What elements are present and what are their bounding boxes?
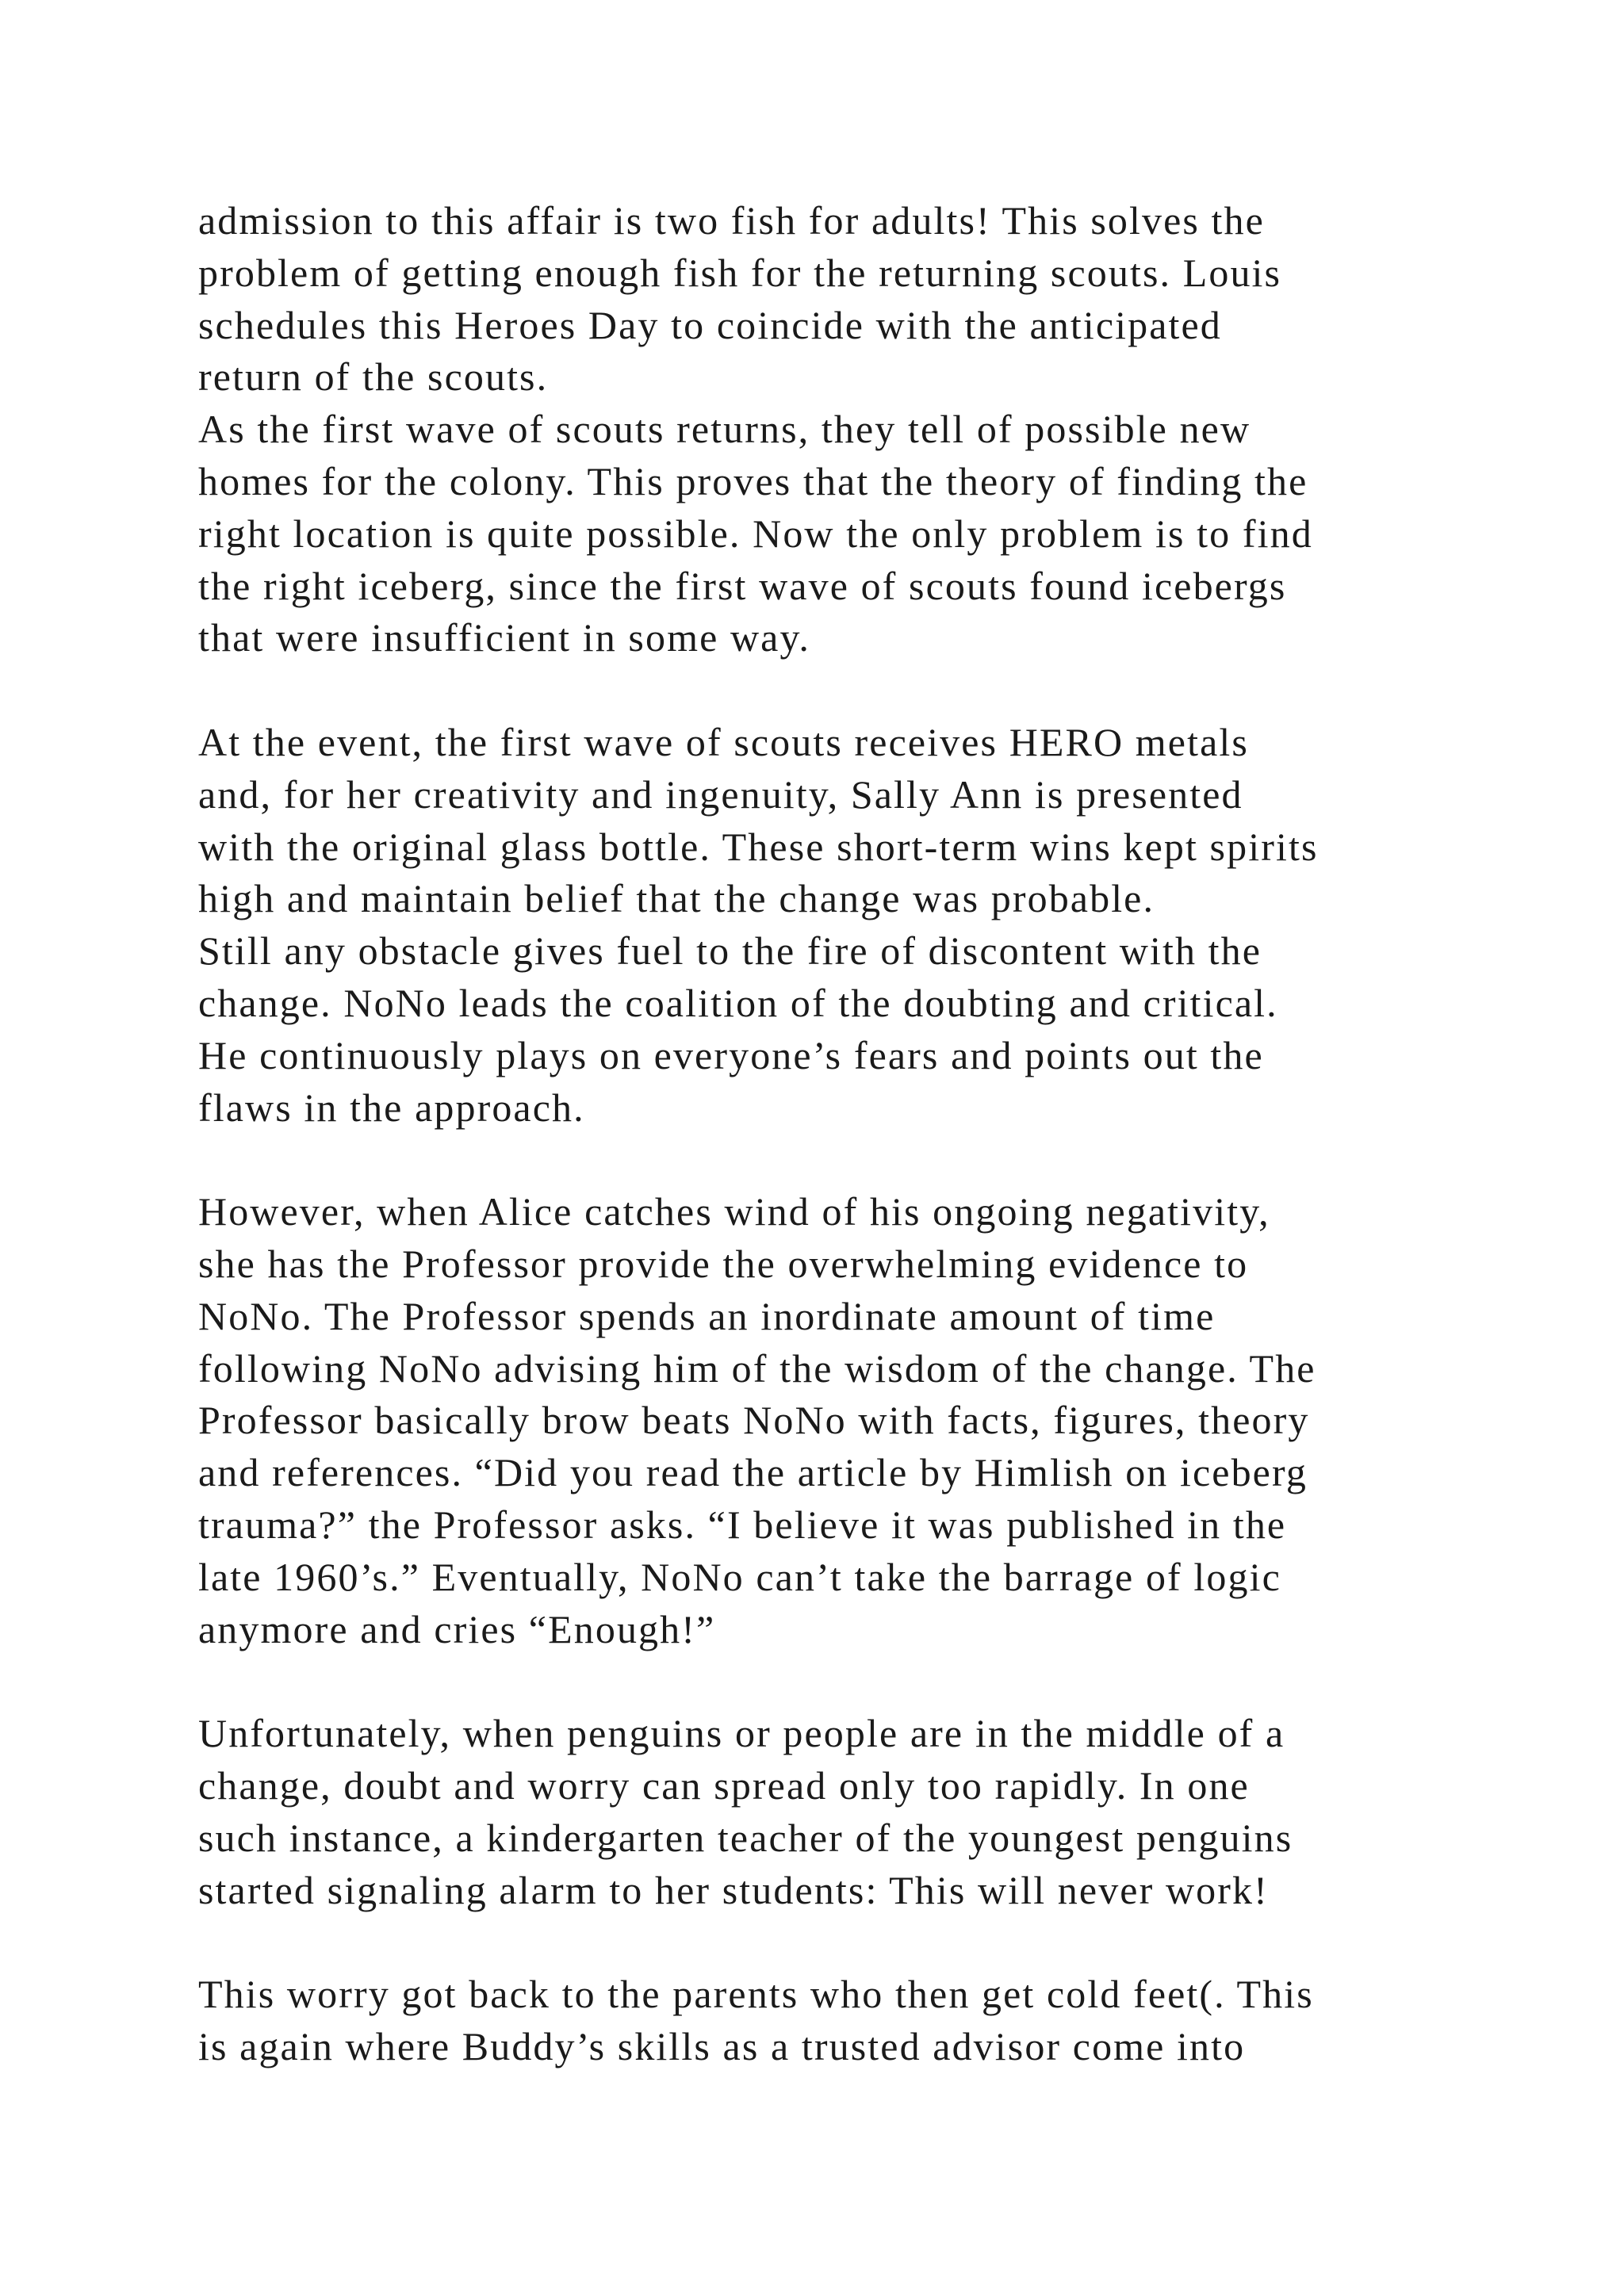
text-line: flaws in the approach. [198,1085,585,1130]
text-line: anymore and cries “Enough!” [198,1606,716,1651]
text-line: return of the scouts. [198,354,549,400]
text-line: admission to this affair is two fish for adults! This solves the [198,198,1265,243]
text-line: and references. “Did you read the article by Himlish on iceberg [198,1450,1308,1495]
paragraph-break [198,664,1483,717]
text-line: He continuously plays on everyone’s fears and points out the [198,1032,1264,1077]
text-line: At the event, the first wave of scouts receives HERO metals [198,719,1249,764]
text-line: following NoNo advising him of the wisdom of the change. The [198,1345,1316,1391]
text-line: late 1960’s.” Eventually, NoNo can’t take the barrage of logic [198,1554,1281,1599]
text-line: and, for her creativity and ingenuity, Sally Ann is presented [198,771,1243,817]
text-line: such instance, a kindergarten teacher of the youngest penguins [198,1815,1293,1860]
text-line: Professor basically brow beats NoNo with facts, figures, theory [198,1398,1310,1443]
text-line: homes for the colony. This proves that the theory of finding the [198,458,1308,503]
text-line: high and maintain belief that the change was probable. [198,876,1155,921]
text-line: problem of getting enough fish for the returning scouts. Louis [198,250,1282,295]
paragraph-break [198,1655,1483,1708]
text-line: the right iceberg, since the first wave of scouts found icebergs [198,563,1287,608]
text-line: change. NoNo leads the coalition of the doubting and critical. [198,980,1278,1025]
text-line: trauma?” the Professor asks. “I believe it was published in the [198,1502,1287,1547]
text-line: change, doubt and worry can spread only too rapidly. In one [198,1762,1250,1808]
text-line: she has the Professor provide the overwhelming evidence to [198,1241,1249,1286]
text-line: Still any obstacle gives fuel to the fire of discontent with the [198,928,1262,974]
text-line: is again where Buddy’s skills as a trusted advisor come into [198,2023,1246,2068]
text-line: NoNo. The Professor spends an inordinate amount of time [198,1293,1216,1338]
body-text [198,195,1483,2073]
text-line: This worry got back to the parents who then get cold feet(. This [198,1972,1314,2017]
paragraph-break [198,1916,1483,1969]
text-line: started signaling alarm to her students: This will never work! [198,1867,1269,1912]
text-line: right location is quite possible. Now the only problem is to find [198,511,1313,556]
text-line: Unfortunately, when penguins or people are in the middle of a [198,1711,1285,1756]
text-line: with the original glass bottle. These short-term wins kept spirits [198,824,1319,869]
text-line: As the first wave of scouts returns, they tell of possible new [198,407,1251,452]
text-line: However, when Alice catches wind of his ongoing negativity, [198,1189,1270,1234]
text-line: that were insufficient in some way. [198,615,810,660]
paragraph-break [198,1134,1483,1186]
text-line: schedules this Heroes Day to coincide with the anticipated [198,302,1222,347]
